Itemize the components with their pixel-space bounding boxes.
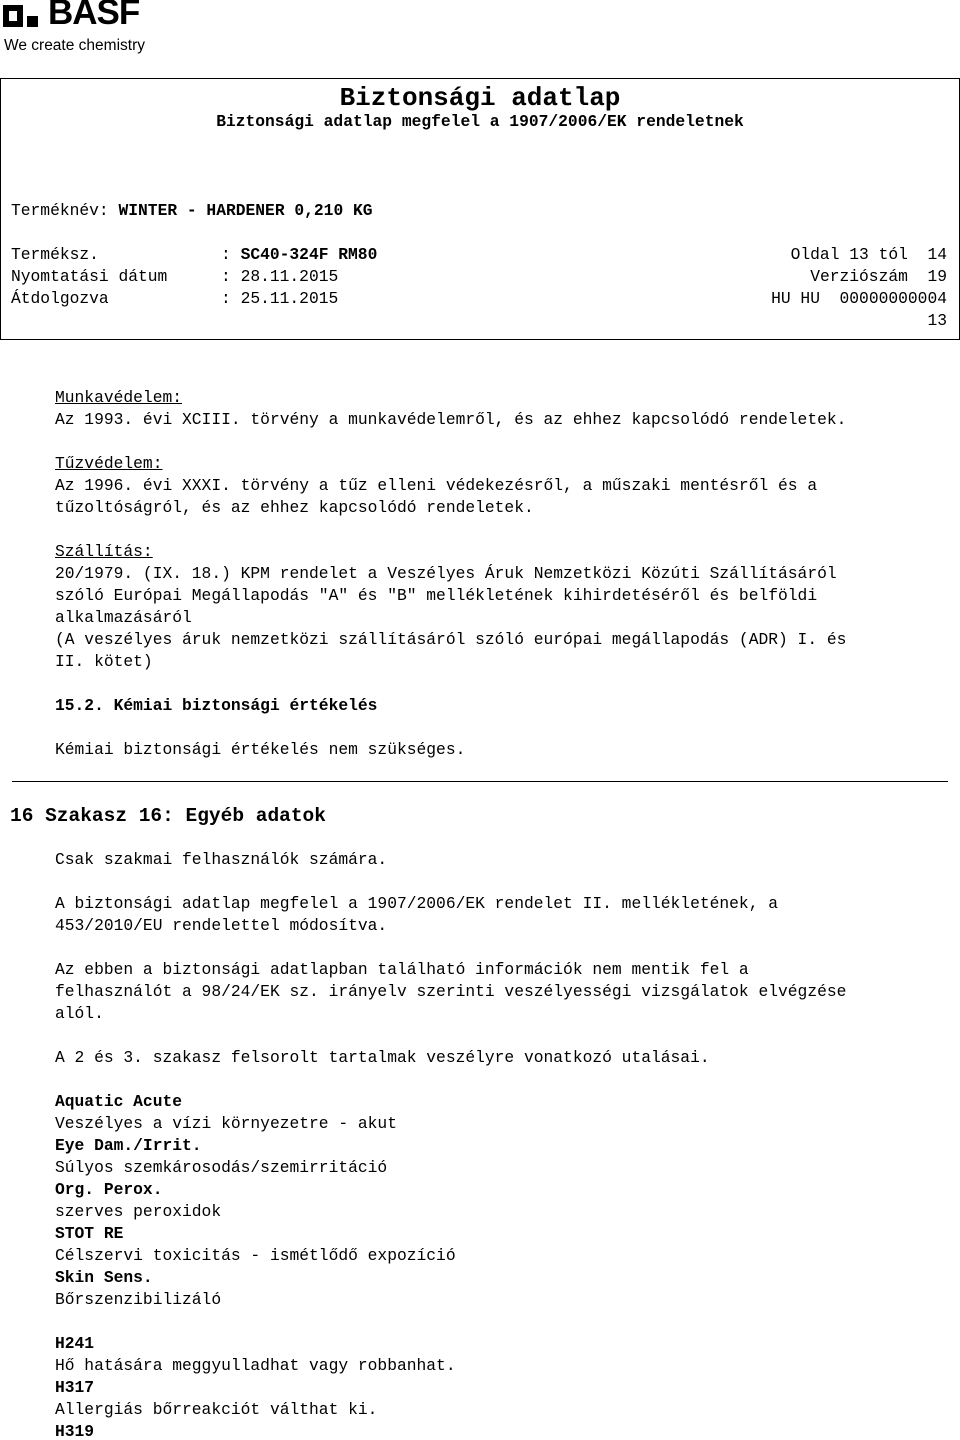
section-16-p2-1: A biztonsági adatlap megfelel a 1907/2006/EK rendelet II. mellékletének, a [55,894,779,913]
country-code: HU HU [771,289,820,308]
hazard-class-desc: szerves peroxidok [55,1202,222,1221]
product-name-value: WINTER - HARDENER 0,210 KG [118,201,373,220]
basf-logo-text: BASF [48,0,140,32]
document-title: Biztonsági adatlap [339,83,621,113]
hazard-class-code: Skin Sens. [55,1268,153,1287]
hazard-class-desc: Veszélyes a vízi környezetre - akut [55,1114,397,1133]
product-number-label: Terméksz. [11,245,99,264]
revised-line [11,288,109,310]
product-number-value: SC40-324F RM80 [240,245,378,264]
szallitas-title: Szállítás: [55,542,153,561]
hazard-class-desc: Bőrszenzibilizáló [55,1290,222,1309]
hazard-class-code: STOT RE [55,1224,124,1243]
section-16-p2-2: 453/2010/EU rendelettel módosítva. [55,916,388,935]
section-divider [12,781,948,782]
product-name-line [11,200,373,222]
document-number [771,288,947,310]
version-indicator [810,266,947,288]
szallitas-text-1: 20/1979. (IX. 18.) KPM rendelet a Veszélyes Áruk Nemzetközi Közúti Szállításáról [55,564,837,583]
section-16-p1: Csak szakmai felhasználók számára. [55,850,388,869]
print-date-colon: : [221,267,231,286]
section-16-p4: A 2 és 3. szakasz felsorolt tartalmak veszélyre vonatkozó utalásai. [55,1048,710,1067]
document-number-value: 00000000004 [839,289,947,308]
version-value: 19 [927,267,947,286]
szallitas-text-2: szóló Európai Megállapodás "A" és "B" mellékletének kihirdetéséről és belföldi [55,586,818,605]
document-number-cont: 13 [927,311,947,330]
munkavedelem-text: Az 1993. évi XCIII. törvény a munkavédelemről, és az ehhez kapcsolódó rendeletek. [55,410,847,429]
product-number-field [221,244,377,266]
revised-field [221,288,338,310]
hazard-class-code: Aquatic Acute [55,1092,183,1111]
tuzvedelem-text-1: Az 1996. évi XXXI. törvény a tűz elleni védekezésről, a műszaki mentésről és a [55,476,818,495]
version-label: Verziószám [810,267,908,286]
document-header [0,78,960,340]
product-name-label: Terméknév: [11,201,109,220]
h-statement-code: H241 [55,1334,95,1353]
page-of: tól [878,245,908,264]
print-date-value: 28.11.2015 [240,267,339,286]
revised-label: Átdolgozva [11,289,109,308]
h-statement-desc: Hő hatására meggyulladhat vagy robbanhat. [55,1356,456,1375]
szallitas-text-3: alkalmazásáról [55,608,192,627]
page-label: Oldal [790,245,840,264]
section-16-p3-1: Az ebben a biztonsági adatlapban található információk nem mentik fel a [55,960,749,979]
section-15-2-title: 15.2. Kémiai biztonsági értékelés [55,696,378,715]
h-statement-desc: Allergiás bőrreakciót válthat ki. [55,1400,378,1419]
page-total: 14 [927,245,947,264]
hazard-class-code: Org. Perox. [55,1180,163,1199]
section-15-2-text: Kémiai biztonsági értékelés nem szükséges. [55,740,466,759]
print-date-field [221,266,338,288]
print-date-line [11,266,167,288]
section-16-p3-3: alól. [55,1004,104,1023]
szallitas-text-4: (A veszélyes áruk nemzetközi szállításáról szóló európai megállapodás (ADR) I. és [55,630,847,649]
section-16-p3-2: felhasználót a 98/24/EK sz. irányelv szerinti veszélyességi vizsgálatok elvégzése [55,982,847,1001]
h-statement-code: H317 [55,1378,95,1397]
revised-colon: : [221,289,231,308]
szallitas-text-5: II. kötet) [55,652,153,671]
product-number-line [11,244,99,266]
basf-tagline: We create chemistry [4,37,145,54]
document-subtitle: Biztonsági adatlap megfelel a 1907/2006/EK rendeletnek [216,112,744,131]
hazard-class-desc: Célszervi toxicitás - ismétlődő expozíció [55,1246,456,1265]
print-date-label: Nyomtatási dátum [11,267,168,286]
hazard-class-desc: Súlyos szemkárosodás/szemirritáció [55,1158,388,1177]
h-statement-code: H319 [55,1422,95,1440]
product-number-colon: : [221,245,231,264]
page-current: 13 [849,245,869,264]
hazard-class-code: Eye Dam./Irrit. [55,1136,202,1155]
tuzvedelem-text-2: tűzoltóságról, és az ehhez kapcsolódó rendeletek. [55,498,534,517]
tuzvedelem-title: Tűzvédelem: [55,454,163,473]
munkavedelem-title: Munkavédelem: [55,388,183,407]
basf-logo [0,0,170,58]
revised-value: 25.11.2015 [240,289,339,308]
section-16-title: 16 Szakasz 16: Egyéb adatok [10,805,326,827]
page-indicator [791,244,947,266]
